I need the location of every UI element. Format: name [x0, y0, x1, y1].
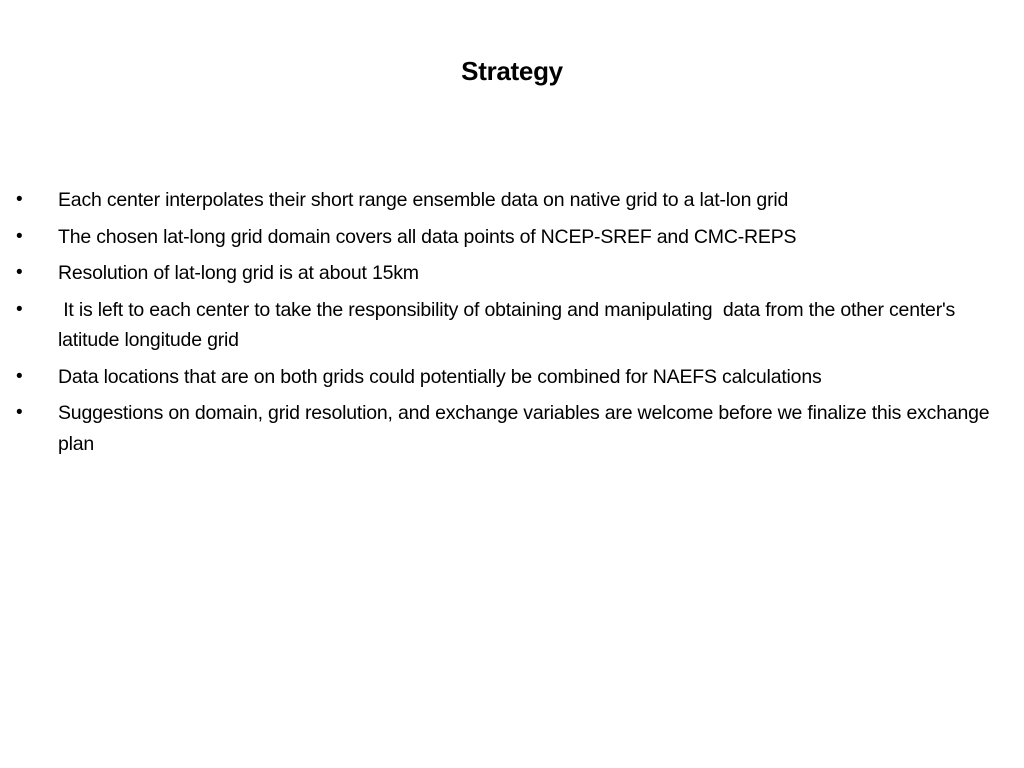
bullet-icon: •: [16, 189, 23, 210]
bullet-item: [0, 362, 1024, 393]
bullet-text: Data locations that are on both grids could potentially be combined for NAEFS calculations: [58, 365, 822, 388]
bullet-icon: •: [16, 262, 23, 283]
bullet-icon: •: [16, 365, 23, 387]
slide-title: Strategy: [461, 56, 563, 86]
bullet-icon: •: [16, 225, 23, 247]
bullet-text: The chosen lat-long grid domain covers all data points of NCEP-SREF and CMC-REPS: [58, 225, 797, 248]
bullet-icon: •: [16, 298, 23, 320]
bullet-item: [0, 185, 1024, 216]
bullet-list: [0, 185, 1024, 465]
bullet-item: [0, 398, 1024, 459]
bullet-icon: •: [16, 402, 23, 423]
bullet-text: Each center interpolates their short range ensemble data on native grid to a lat-lon grid: [58, 189, 789, 211]
bullet-item: [0, 222, 1024, 253]
bullet-text: It is left to each center to take the responsibility of obtaining and manipulating data from the other center's latitude longitude grid: [58, 298, 961, 351]
bullet-text: Resolution of lat-long grid is at about 15km: [58, 262, 419, 284]
bullet-text: Suggestions on domain, grid resolution, and exchange variables are welcome before we finalize this exchange plan: [58, 402, 990, 455]
bullet-item: [0, 295, 1024, 356]
bullet-item: [0, 258, 1024, 289]
